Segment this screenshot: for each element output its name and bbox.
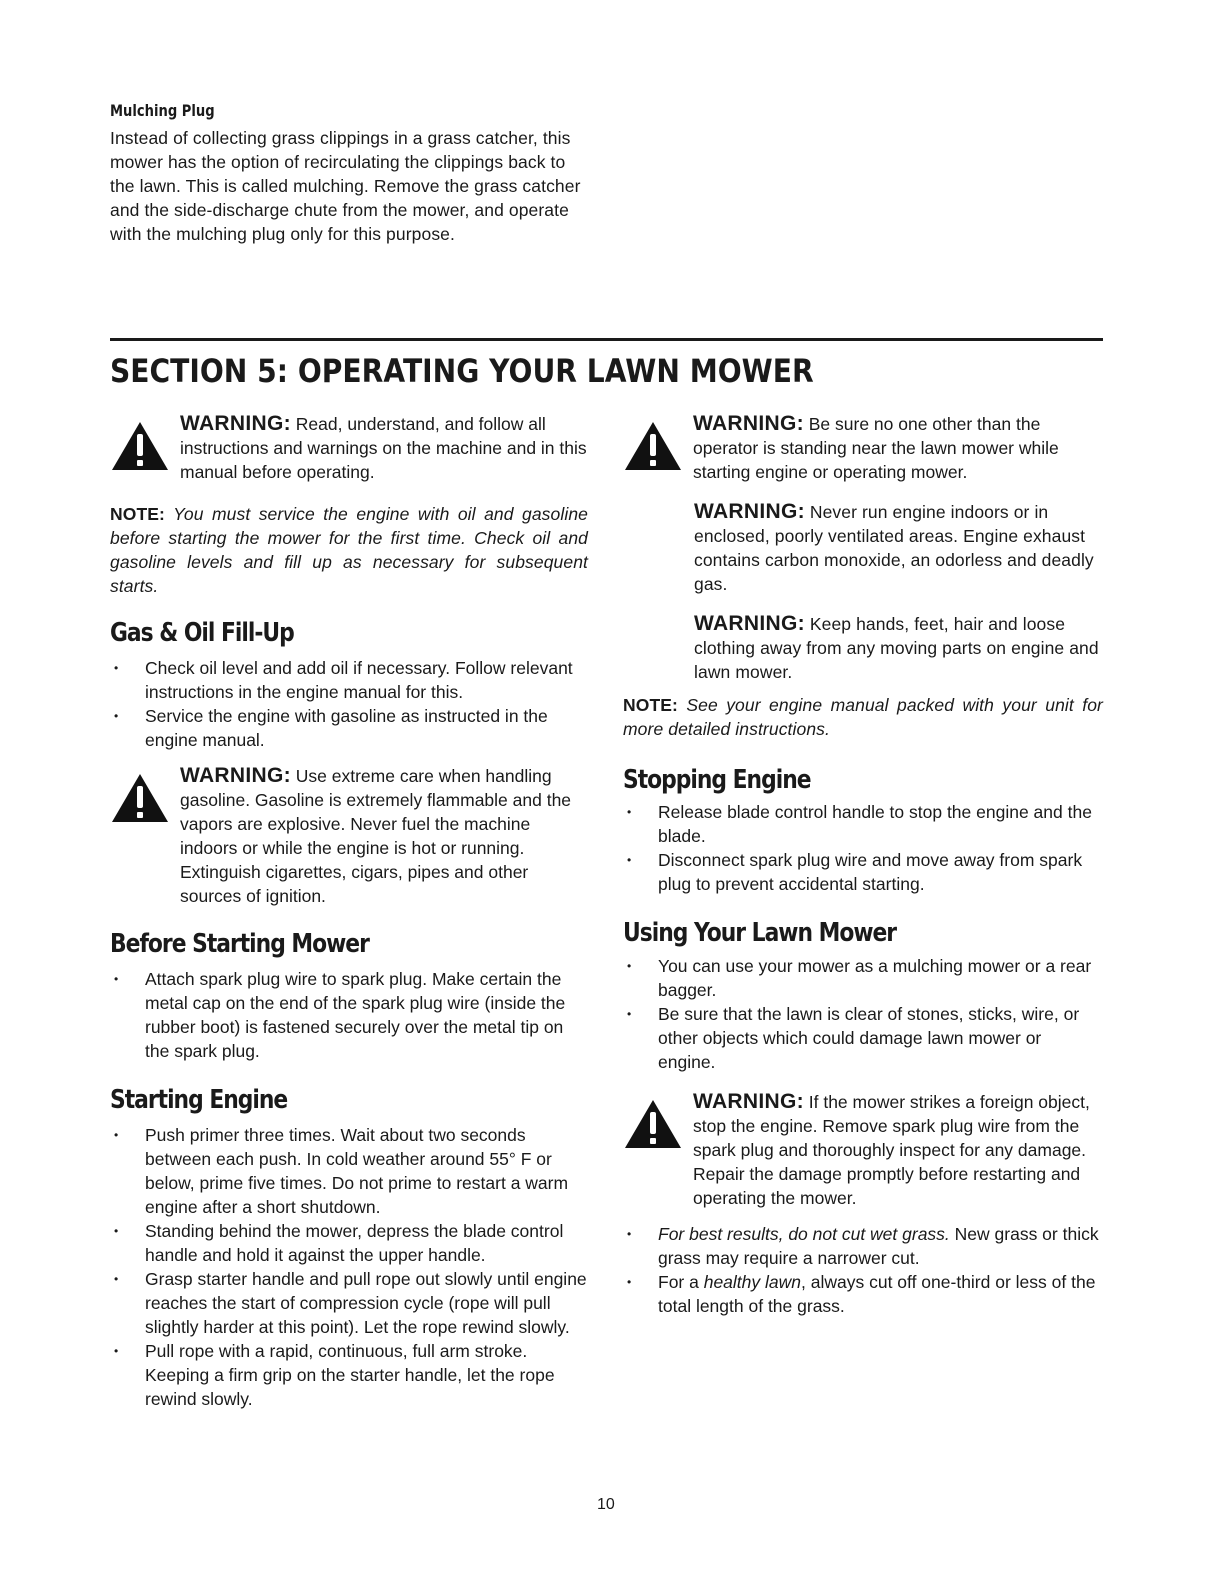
list-item: • Standing behind the mower, depress the blade control handle and hold it against the upper handle. <box>110 1219 588 1267</box>
note-text: See your engine manual packed with your unit for more detailed instructions. <box>623 695 1103 739</box>
warning-label: WARNING: <box>693 412 804 435</box>
list-item: • Service the engine with gasoline as instructed in the engine manual. <box>110 704 588 752</box>
warning-text: Keep hands, feet, hair and loose clothing away from any moving parts on engine and lawn mower. <box>694 614 1099 682</box>
note-service-engine <box>110 502 588 598</box>
before-starting-heading: Before Starting Mower <box>110 929 369 959</box>
section-title: SECTION 5: OPERATING YOUR LAWN MOWER <box>110 352 814 390</box>
stopping-engine-list <box>623 800 1103 896</box>
warning-read-instructions <box>110 412 590 484</box>
stopping-engine-heading: Stopping Engine <box>623 765 811 795</box>
warning-bystanders <box>623 412 1103 484</box>
list-item: • Release blade control handle to stop the engine and the blade. <box>623 800 1103 848</box>
tip-prefix: For a <box>658 1272 704 1292</box>
warning-gasoline <box>110 764 590 908</box>
before-starting-list <box>110 967 588 1063</box>
list-item: • Pull rope with a rapid, continuous, full arm stroke. Keeping a firm grip on the starter handle, let the rope rewind slowly. <box>110 1339 588 1411</box>
warning-label: WARNING: <box>693 1090 804 1113</box>
note-label: NOTE: <box>623 695 678 715</box>
list-item <box>623 1222 1103 1270</box>
list-item: • Push primer three times. Wait about two seconds between each push. In cold weather around 55° F or below, prime five times. Do not prime to restart a warm engine after a short shutdown. <box>110 1123 588 1219</box>
warning-text: If the mower strikes a foreign object, stop the engine. Remove spark plug wire from the spark plug and thoroughly inspect for any damage. Repair the damage promptly before restarting and operating the mower. <box>693 1092 1090 1208</box>
list-item <box>623 1270 1103 1318</box>
note-label: NOTE: <box>110 504 165 524</box>
mulching-plug-heading: Mulching Plug <box>110 101 215 120</box>
warning-label: WARNING: <box>180 764 291 787</box>
warning-text: Be sure no one other than the operator is standing near the lawn mower while starting engine or operating mower. <box>693 414 1059 482</box>
starting-engine-heading: Starting Engine <box>110 1085 288 1115</box>
list-item: • Check oil level and add oil if necessary. Follow relevant instructions in the engine manual for this. <box>110 656 588 704</box>
note-text: You must service the engine with oil and gasoline before starting the mower for the first time. Check oil and gasoline levels and fill up as necessary for subsequent starts. <box>110 504 588 596</box>
using-mower-list <box>623 954 1103 1074</box>
gas-oil-list <box>110 656 588 752</box>
warning-moving-parts <box>694 612 1104 684</box>
list-item: • You can use your mower as a mulching mower or a rear bagger. <box>623 954 1103 1002</box>
warning-indoors <box>694 500 1104 596</box>
mowing-tips-list <box>623 1222 1103 1318</box>
warning-triangle-icon <box>110 420 170 472</box>
tip-text: , always cut off one-third or less of the total length of the grass. <box>658 1272 1096 1316</box>
list-item: • Attach spark plug wire to spark plug. Make certain the metal cap on the end of the spark plug wire (inside the rubber boot) is fastened securely over the metal tip on the spark plug. <box>110 967 588 1063</box>
warning-label: WARNING: <box>694 612 805 635</box>
warning-triangle-icon <box>623 420 683 472</box>
gas-oil-heading: Gas & Oil Fill-Up <box>110 618 294 648</box>
list-item: • Be sure that the lawn is clear of stones, sticks, wire, or other objects which could damage lawn mower or engine. <box>623 1002 1103 1074</box>
mulching-plug-text: Instead of collecting grass clippings in a grass catcher, this mower has the option of recirculating the clippings back to the lawn. This is called mulching. Remove the grass catcher and the side-discharge chute from the mower, and operate with the mulching plug only for this purpose. <box>110 128 581 244</box>
warning-label: WARNING: <box>180 412 291 435</box>
tip-emphasis: healthy lawn <box>703 1272 802 1292</box>
warning-triangle-icon <box>623 1098 683 1150</box>
note-engine-manual <box>623 693 1103 741</box>
warning-triangle-icon <box>110 772 170 824</box>
using-mower-heading: Using Your Lawn Mower <box>623 918 897 948</box>
starting-engine-list <box>110 1123 588 1411</box>
list-item: • Grasp starter handle and pull rope out slowly until engine reaches the start of compression cycle (rope will pull slightly harder at this point). Let the rope rewind slowly. <box>110 1267 588 1339</box>
warning-foreign-object <box>623 1090 1103 1210</box>
warning-text: Read, understand, and follow all instructions and warnings on the machine and in this manual before operating. <box>180 414 587 482</box>
warning-text: Use extreme care when handling gasoline. Gasoline is extremely flammable and the vapors are explosive. Never fuel the machine indoors or while the engine is hot or running. Extinguish cigarettes, cigars, pipes and other sources of ignition. <box>180 766 572 906</box>
tip-text: New grass or thick grass may require a narrower cut. <box>658 1224 1099 1268</box>
tip-emphasis: For best results, do not cut wet grass. <box>658 1224 950 1244</box>
warning-text: Never run engine indoors or in enclosed, poorly ventilated areas. Engine exhaust contains carbon monoxide, an odorless and deadly gas. <box>694 502 1094 594</box>
warning-label: WARNING: <box>694 500 805 523</box>
section-divider <box>110 338 1103 341</box>
list-item: • Disconnect spark plug wire and move away from spark plug to prevent accidental starting. <box>623 848 1103 896</box>
page-number: 10 <box>597 1496 615 1513</box>
